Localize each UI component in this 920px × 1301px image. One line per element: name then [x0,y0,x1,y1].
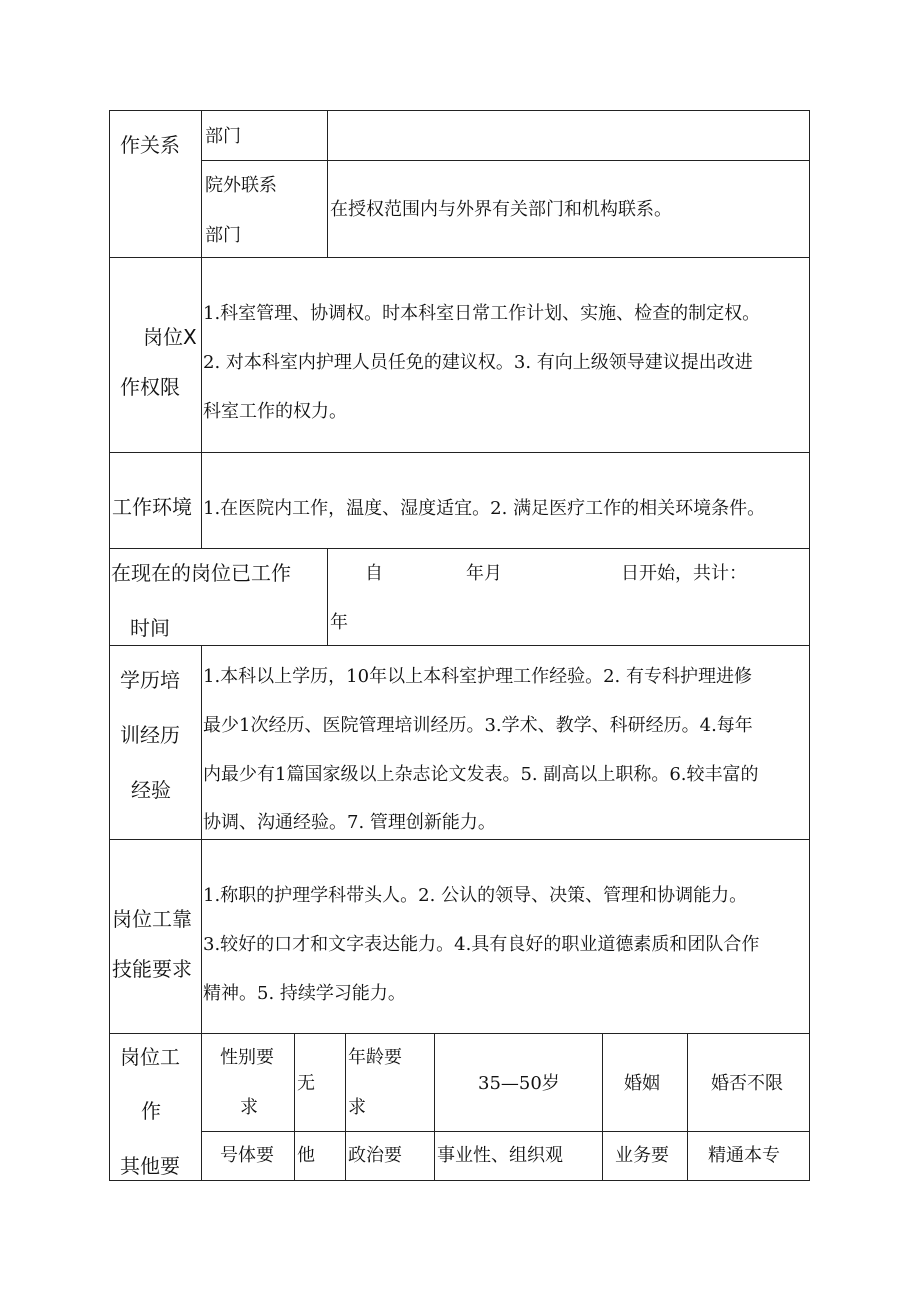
politics-label: 政治要 [348,1145,402,1166]
education-line-3: 内最少有1篇国家级以上杂志论文发表。5. 副高以上职称。6.较丰富的 [203,764,759,785]
authority-line-2: 2. 对本科室内护理人员任免的建议权。3. 有向上级领导建议提出改进 [203,352,753,373]
education-label-line2: 训经历 [120,723,180,747]
tenure-label-line1: 在现在的岗位已工作 [111,561,291,585]
tenure-label-line2: 时间 [130,616,170,640]
age-label-line2: 求 [348,1097,366,1118]
education-line-2: 最少1次经历、医院管理培训经历。3.学术、教学、科研经历。4.每年 [203,715,753,736]
external-dept-label-line1: 院外联系 [205,175,277,196]
skills-label-cell [109,839,202,1034]
age-label-line1: 年龄要 [348,1047,402,1068]
skills-label-line2: 技能要求 [112,957,192,981]
gender-value: 无 [297,1073,315,1094]
marriage-value: 婚否不限 [711,1073,783,1094]
gender-label-line1: 性别要 [220,1047,274,1068]
other-label-line2: 作 [141,1099,161,1123]
work-relations-label: 作关系 [120,133,180,157]
environment-value: 1.在医院内工作，温度、湿度适宜。2. 满足医疗工作的相关环境条件。 [203,498,766,519]
authority-label-line1: 岗位X [143,325,197,349]
skills-label-line1: 岗位工靠 [112,907,192,931]
politics-value: 事业性、组织观 [437,1145,563,1166]
tenure-year: 年 [330,612,348,633]
authority-line-3: 科室工作的权力。 [203,401,347,422]
tenure-year-month: 年月 [466,563,502,584]
other-label-line3: 其他要 [120,1154,180,1178]
marriage-label: 婚姻 [624,1073,660,1094]
body-value: 他 [297,1145,315,1166]
authority-label-cell [109,257,202,453]
internal-dept-label: 部门 [205,126,241,147]
skills-line-2: 3.较好的口才和文字表达能力。4.具有良好的职业道德素质和团队合作 [203,934,760,955]
age-value: 35—50岁 [478,1073,560,1094]
education-label-line1: 学历培 [120,668,180,692]
business-label: 业务要 [615,1145,669,1166]
skills-line-3: 精神。5. 持续学习能力。 [203,983,406,1004]
authority-line-1: 1.科室管理、协调权。时本科室日常工作计划、实施、检查的制定权。 [203,303,761,324]
authority-label-line2: 作权限 [120,375,180,399]
external-dept-label-line2: 部门 [205,225,241,246]
internal-dept-value-cell [327,110,810,161]
tenure-from: 自 [365,563,383,584]
other-label-line1: 岗位工 [120,1045,180,1069]
external-dept-value: 在授权范围内与外界有关部门和机构联系。 [330,199,672,220]
gender-label-line2: 求 [240,1097,258,1118]
tenure-day-total: 日开始，共计： [621,563,747,584]
education-label-line3: 经验 [131,778,171,802]
education-line-1: 1.本科以上学历，10年以上本科室护理工作经验。2. 有专科护理进修 [203,666,752,687]
environment-label: 工作环境 [112,495,192,519]
business-value: 精通本专 [708,1145,780,1166]
body-label: 号体要 [220,1145,274,1166]
skills-line-1: 1.称职的护理学科带头人。2. 公认的领导、决策、管理和协调能力。 [203,885,748,906]
education-line-4: 协调、沟通经验。7. 管理创新能力。 [203,812,496,833]
